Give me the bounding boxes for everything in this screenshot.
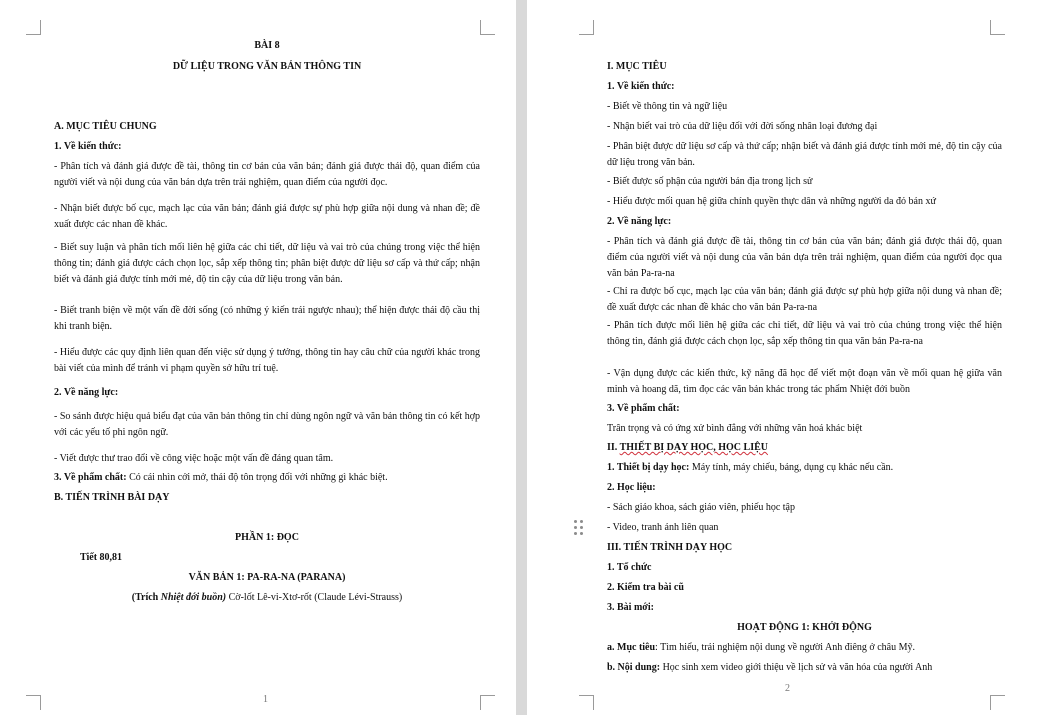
- crop-mark: [579, 695, 594, 710]
- page-number: 2: [785, 683, 790, 694]
- knowledge-item: - Nhận biết vai trò của dữ liệu đối với đời sống nhân loại đương đại: [607, 121, 878, 132]
- step-item: 3. Bài mới:: [607, 602, 654, 613]
- excerpt-open: (Trích: [131, 592, 161, 603]
- crop-mark: [990, 20, 1005, 35]
- lesson-subtitle: DỮ LIỆU TRONG VĂN BẢN THÔNG TIN: [172, 61, 362, 72]
- knowledge-item: - Nhận biết được bố cục, mạch lạc của văn bản; đánh giá được sự phù hợp giữa nội dung và nhan đề; đề xuất được các nhan đề khác.: [54, 203, 480, 230]
- lesson-title: BÀI 8: [254, 40, 280, 51]
- crop-mark: [579, 20, 594, 35]
- equipment-heading-number: II.: [607, 442, 620, 453]
- goal-text: : Tìm hiểu, trải nghiệm nội dung về người Anh điêng ở châu Mỹ.: [655, 642, 915, 653]
- goal-line: [607, 640, 915, 656]
- step-item: 1. Tổ chức: [607, 562, 652, 573]
- skills-item: - Phân tích được mối liên hệ giữa các chi tiết, dữ liệu và vai trò của chúng trong việc thể hiện thông tin, đánh giá được cách chọn lọc, sắp xếp thông tin qua văn bản Pa-ra-na: [607, 320, 1002, 347]
- goal-label: a. Mục tiêu: [607, 642, 656, 653]
- page-2: [527, 0, 1051, 715]
- knowledge-item: - Hiểu được các quy định liên quan đến việc sử dụng ý tưởng, thông tin hay câu chữ của người khác trong bài viết của mình để tránh vi phạm quyền sở hữu trí tuệ.: [54, 347, 480, 374]
- objectives-heading: I. MỤC TIÊU: [607, 61, 667, 72]
- part-heading: PHẦN 1: ĐỌC: [235, 532, 299, 543]
- skills-heading: 2. Về năng lực:: [607, 216, 672, 227]
- materials-item: - Video, tranh ảnh liên quan: [607, 522, 719, 533]
- page-1: [0, 0, 516, 715]
- knowledge-item: - Biết được số phận của người bản địa trong lịch sử: [607, 176, 813, 187]
- quality-heading: 3. Về phẩm chất:: [54, 472, 127, 483]
- knowledge-heading: 1. Về kiến thức:: [607, 81, 675, 92]
- process-heading: III. TIẾN TRÌNH DẠY HỌC: [607, 542, 733, 553]
- skills-item: - So sánh được hiệu quả biểu đạt của văn bản thông tin chỉ dùng ngôn ngữ và văn bản thông tin có kết hợp với các yếu tố phi ngôn ngữ.: [54, 411, 480, 438]
- skills-item: - Phân tích và đánh giá được đề tài, thông tin cơ bản của văn bản; đánh giá được thái độ, quan điểm của người viết và nội dung của văn bản dựa trên trải nghiệm, quan điểm của người đọc qua văn bản Pa-ra-na: [607, 236, 1002, 279]
- content-label: b. Nội dung:: [607, 662, 661, 673]
- materials-heading: 2. Học liệu:: [607, 482, 656, 493]
- knowledge-item: - Hiểu được mối quan hệ giữa chính quyền thực dân và những người da đỏ bản xứ: [607, 196, 936, 207]
- page-gap: [516, 0, 527, 715]
- skills-item: - Viết được thư trao đổi về công việc hoặc một vấn đề đáng quan tâm.: [54, 453, 334, 464]
- device-label: 1. Thiết bị dạy học:: [607, 462, 690, 473]
- activity-heading: HOẠT ĐỘNG 1: KHỞI ĐỘNG: [737, 622, 872, 633]
- knowledge-item: - Biết về thông tin và ngữ liệu: [607, 101, 728, 112]
- period-label: Tiết 80,81: [80, 552, 123, 563]
- quality-text: Trân trọng và có ứng xử bình đẳng với những văn hoá khác biệt: [607, 423, 863, 434]
- equipment-heading: [607, 440, 768, 456]
- skills-item: - Vận dụng được các kiến thức, kỹ năng đã học để viết một đoạn văn về mối quan hệ giữa văn minh và hoang dã, tìm đọc các văn bản khác trong tác phẩm Nhiệt đới buồn: [607, 368, 1002, 395]
- crop-mark: [480, 695, 495, 710]
- step-item: 2. Kiểm tra bài cũ: [607, 582, 684, 593]
- content-text: Học sinh xem video giới thiệu về lịch sử và văn hóa của người Anh: [660, 662, 933, 673]
- device-text: Máy tính, máy chiếu, bảng, dụng cụ khác nếu cần.: [689, 462, 894, 473]
- page-number: 1: [263, 694, 268, 705]
- section-a-heading: A. MỤC TIÊU CHUNG: [54, 121, 157, 132]
- device-line: [607, 460, 893, 476]
- equipment-heading-text: THIẾT BỊ DẠY HỌC, HỌC LIỆU: [619, 442, 768, 453]
- knowledge-item: - Biết tranh biện về một vấn đề đời sống (có những ý kiến trái ngược nhau); thể hiện được thái độ cầu thị khi tranh biện.: [54, 305, 480, 332]
- knowledge-heading: 1. Về kiến thức:: [54, 141, 122, 152]
- quality-heading: 3. Về phẩm chất:: [607, 403, 680, 414]
- excerpt-author: Cờ-lốt Lê-vi-Xtơ-rốt (Claude Lévi-Strauss): [226, 592, 403, 603]
- content-line: [607, 660, 932, 676]
- quality-line: [54, 470, 388, 486]
- knowledge-item: - Phân tích và đánh giá được đề tài, thông tin cơ bản của văn bản; đánh giá được thái độ, quan điểm của người viết và nội dung của văn bản dựa trên trải nghiệm, quan điểm của người đọc.: [54, 161, 480, 188]
- excerpt-line: [54, 590, 480, 606]
- text-title: VĂN BẢN 1: PA-RA-NA (PARANA): [188, 572, 346, 583]
- crop-mark: [26, 695, 41, 710]
- materials-item: - Sách giáo khoa, sách giáo viên, phiếu học tập: [607, 502, 795, 513]
- quality-text: Có cái nhìn cởi mở, thái độ tôn trọng đối với những gì khác biệt.: [126, 472, 388, 483]
- section-b-heading: B. TIẾN TRÌNH BÀI DẠY: [54, 492, 170, 503]
- skills-heading: 2. Về năng lực:: [54, 387, 119, 398]
- knowledge-item: - Phân biệt được dữ liệu sơ cấp và thứ cấp; nhận biết và đánh giá được tính mới mẻ, độ tin cậy của dữ liệu trong văn bản.: [607, 141, 1002, 168]
- drag-handle-icon[interactable]: [574, 520, 584, 536]
- crop-mark: [26, 20, 41, 35]
- knowledge-item: - Biết suy luận và phân tích mối liên hệ giữa các chi tiết, dữ liệu và vai trò của chúng trong việc thể hiện thông tin; đánh giá được cách chọn lọc, sắp xếp thông tin; phân biệt được dữ liệu sơ cấp và thứ cấp; nhận biết và đánh giá được tính mới mẻ, độ tin cậy của dữ liệu trong văn bản.: [54, 242, 480, 285]
- crop-mark: [990, 695, 1005, 710]
- crop-mark: [480, 20, 495, 35]
- skills-item: - Chỉ ra được bố cục, mạch lạc của văn bản; đánh giá được sự phù hợp giữa nội dung và nhan đề; đề xuất được các nhan đề khác cho văn bản Pa-ra-na: [607, 286, 1002, 313]
- excerpt-book: Nhiệt đới buồn): [160, 592, 227, 603]
